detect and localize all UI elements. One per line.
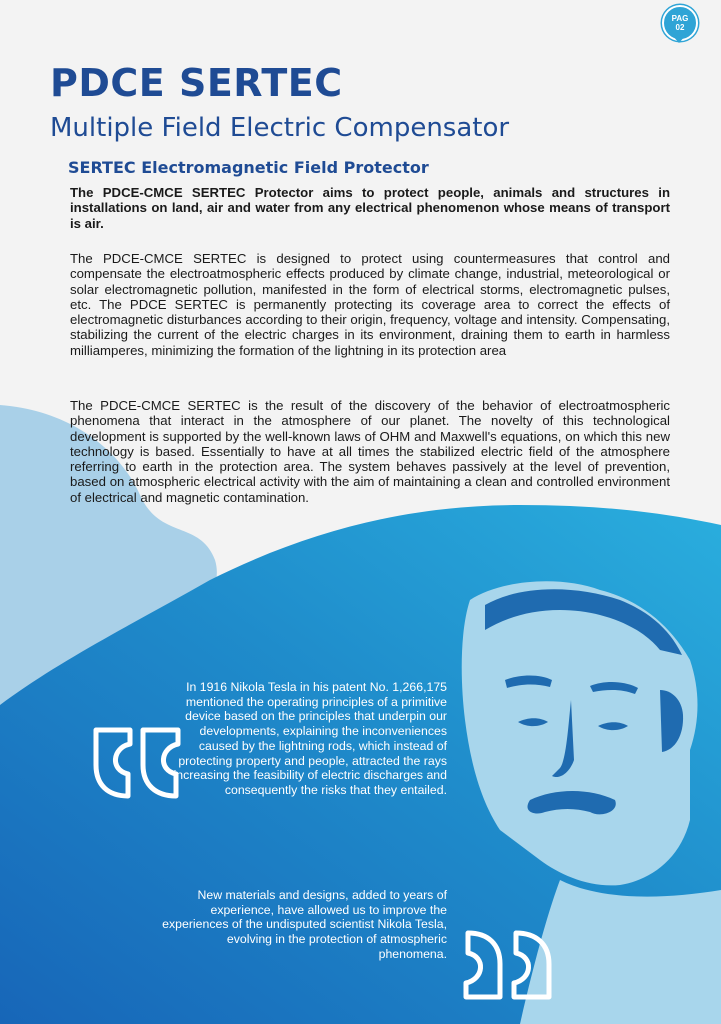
page-badge-number: 02 bbox=[675, 23, 685, 32]
body-paragraph-1: The PDCE-CMCE SERTEC is designed to protect using countermeasures that control and compensate the electroatmospheric effects produced by climate change, industrial, meteorological or solar electromagnetic pollution, manifested in the form of electrical storms, electromagnetic pulses, etc. The PDCE SERTEC is permanently protecting its coverage area to correct the effects of electromagnetic disturbances according to their origin, frequency, voltage and intensity. Compensating, stabilizing the current of the electric charges in its environment, draining them to earth in harmless milliamperes, minimizing the formation of the lightning in its protection area bbox=[70, 251, 670, 358]
quote-paragraph-2: New materials and designs, added to years of experience, have allowed us to improve the experiences of the undisputed scientist Nikola Tesla, evolving in the protection of atmospheric phenomena. bbox=[162, 888, 447, 961]
page-badge-prefix: PAG bbox=[671, 14, 689, 23]
page-subtitle: Multiple Field Electric Compensator bbox=[50, 113, 510, 143]
page-title: PDCE SERTEC bbox=[50, 61, 343, 105]
lead-paragraph: The PDCE-CMCE SERTEC Protector aims to protect people, animals and structures in installations on land, air and water from any electrical phenomenon whose means of transport is air. bbox=[70, 185, 670, 231]
quote-paragraph-1: In 1916 Nikola Tesla in his patent No. 1,266,175 mentioned the operating principles of a primitive device based on the principles that underpin our developments, explaining the inconveniences caused by the lightning rods, which instead of protecting property and people, attracted the rays increasing the feasibility of electric discharges and consequently the risks that they entailed. bbox=[173, 680, 447, 797]
body-paragraph-2: The PDCE-CMCE SERTEC is the result of the discovery of the behavior of electroatmospheric phenomena that interact in the atmosphere of our planet. The novelty of this technological development is supported by the well-known laws of OHM and Maxwell's equations, on which this new technology is based. Essentially to have at all times the stabilized electric field of the atmosphere referring to earth in the protection area. The system behaves passively at the level of prevention, based on atmospheric electrical activity with the aim of maintaining a clean and controlled environment of electrical and magnetic contamination. bbox=[70, 398, 670, 505]
page-badge-pointer bbox=[672, 35, 686, 43]
section-heading: SERTEC Electromagnetic Field Protector bbox=[68, 158, 429, 177]
